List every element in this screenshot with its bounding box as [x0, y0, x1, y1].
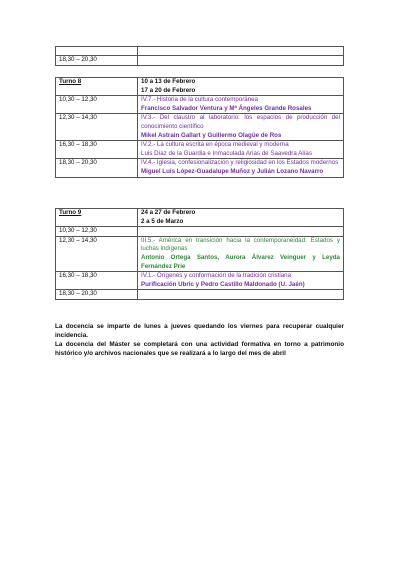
- date-range: 17 a 20 de Febrero: [141, 86, 196, 94]
- course-cell: [138, 227, 344, 237]
- table-row: [56, 47, 344, 56]
- turno-label: Turno 8: [56, 78, 138, 96]
- time-cell: 16,30 – 18,30: [56, 272, 138, 290]
- course-cell: [138, 236, 344, 271]
- date-range: 24 a 27 de Febrero: [141, 209, 196, 216]
- table-row: [56, 290, 344, 300]
- course-cell: [138, 159, 344, 177]
- course-teachers: Antonio Ortega Santos, Aurora Álvarez Veinguer y Leyda Fernández Prie: [141, 253, 340, 270]
- table-row: [56, 236, 344, 271]
- table-row: [56, 56, 344, 66]
- course-cell: [138, 96, 344, 114]
- schedule-table-turno-8: [55, 77, 344, 178]
- time-cell: [56, 47, 138, 56]
- course-cell: [138, 141, 344, 159]
- schedule-table-turno-9: [55, 208, 344, 300]
- course-teachers: Francisco Salvador Ventura y Mª Ángeles Grande Rosales: [141, 104, 312, 112]
- notes: [55, 322, 344, 358]
- date-range: 2 a 5 de Marzo: [141, 217, 184, 225]
- course-title: IV.2.- La cultura escrita en época medieval y moderna: [141, 141, 289, 149]
- content-cell: [138, 47, 344, 56]
- course-teachers: Miguel Luis López-Guadalupe Muñoz y Julián Lozano Navarro: [141, 167, 324, 175]
- time-cell: 12,30 – 14,30: [56, 236, 138, 271]
- time-cell: 10,30 – 12,30: [56, 96, 138, 114]
- table-header-row: [56, 78, 344, 96]
- content-cell: [138, 56, 344, 66]
- course-cell: [138, 114, 344, 141]
- time-cell: 10,30 – 12,30: [56, 227, 138, 237]
- course-title: IV.4.- Iglesia, confesionalización y religiosidad en los Estados modernos: [141, 159, 339, 167]
- table-row: [56, 272, 344, 290]
- table-row: [56, 227, 344, 237]
- course-teachers: Mikel Astrain Gallart y Guillermo Olagüe de Ros: [141, 131, 282, 139]
- date-range: 10 a 13 de Febrero: [141, 78, 196, 85]
- table-header-row: [56, 209, 344, 227]
- note-paragraph: La docencia se imparte de lunes a jueves quedando los viernes para recuperar cualquier incidencia.: [55, 323, 344, 340]
- table-row: [56, 114, 344, 141]
- turno-dates: [138, 209, 344, 227]
- course-title: III.5.- América en transición hacia la contemporaneidad: Estados y luchas indígenas: [141, 236, 340, 253]
- time-cell: 16,30 – 18,30: [56, 141, 138, 159]
- time-cell: 18,30 – 20,30: [56, 290, 138, 300]
- course-teachers: Purificación Ubric y Pedro Castillo Maldonado (U. Jaén): [141, 280, 305, 288]
- table-row: [56, 96, 344, 114]
- course-cell: [138, 290, 344, 300]
- turno-dates: [138, 78, 344, 96]
- course-title: IV.3.- Del claustro al laboratorio: los espacios de producción del conocimiento científico: [141, 114, 340, 130]
- course-cell: [138, 272, 344, 290]
- table-row: [56, 159, 344, 177]
- note-paragraph: La docencia del Máster se completará con una actividad formativa en torno a patrimonio histórico y/o archivos nacionales que se realizará a lo largo del mes de abril: [55, 341, 344, 358]
- time-cell: 12,30 – 14,30: [56, 114, 138, 141]
- course-teachers: Luis Díaz de la Guardia e Inmaculada Arias de Saavedra Alías: [141, 149, 312, 157]
- turno-label: Turno 9: [56, 209, 138, 227]
- table-row: [56, 141, 344, 159]
- time-cell: 18,30 – 20,30: [56, 159, 138, 177]
- course-title: IV.7.- Historia de la cultura contemporánea: [141, 96, 259, 104]
- time-cell: 18,30 – 20,30: [56, 56, 138, 66]
- schedule-table-fragment: [55, 46, 344, 66]
- course-title: IV.1.- Orígenes y conformación de la tradición cristiana: [141, 272, 292, 280]
